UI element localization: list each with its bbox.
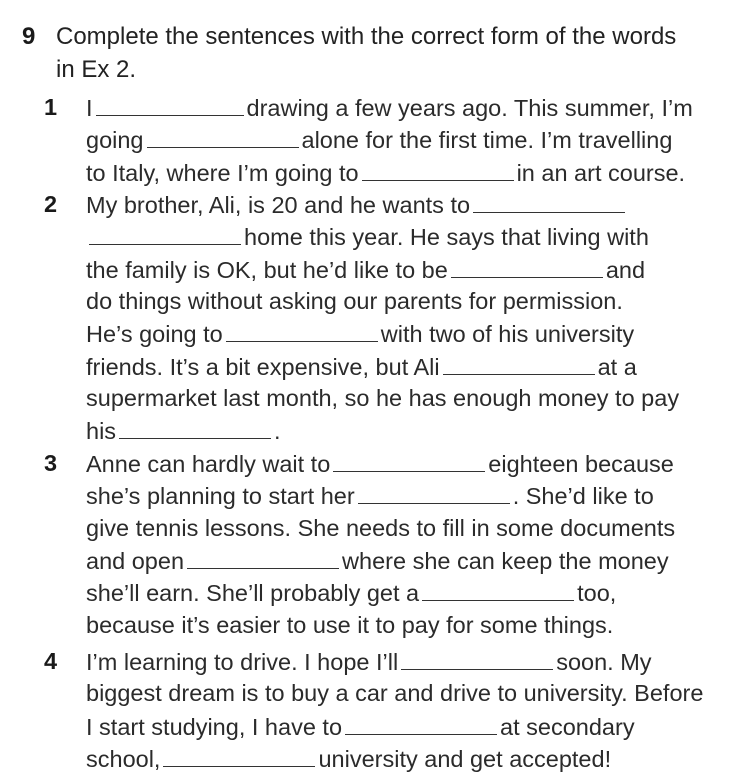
exercise-instructions [56, 20, 722, 86]
sentence-text: in an art course. [516, 159, 686, 186]
sentence-text: too, [577, 580, 617, 607]
sentence-text: . [274, 418, 281, 445]
sentence-line [86, 350, 637, 382]
sentence-line [86, 677, 703, 709]
sentence-line [86, 188, 628, 220]
answer-blank[interactable] [358, 479, 510, 504]
sentence-line [86, 645, 652, 677]
sentence-text: going [86, 127, 144, 154]
sentence-text: his [86, 418, 117, 445]
sentence-text: biggest dream is to buy a car and drive to university. Before [86, 680, 704, 707]
sentence-text: . She’d like to [512, 483, 654, 510]
sentence-text: to Italy, where I’m going to [86, 159, 359, 186]
sentence-text: she’ll earn. She’ll probably get a [86, 580, 420, 607]
sentence-text: I start studying, I have to [86, 713, 343, 740]
sentence-line [86, 710, 635, 742]
sentence-line [86, 414, 281, 446]
sentence-line [86, 123, 672, 155]
sentence-text: at secondary [500, 713, 635, 740]
sentence-line [86, 447, 674, 479]
answer-blank[interactable] [401, 645, 553, 670]
sentence-text: I’m learning to drive. I hope I’ll [86, 649, 399, 675]
sentence-text: He’s going to [86, 321, 223, 348]
sentence-text: with two of his university [380, 321, 635, 348]
sentence-text: I [86, 95, 93, 121]
instructions-line-1: Complete the sentences with the correct form of the words [56, 23, 677, 50]
sentence-line [86, 479, 654, 511]
sentence-line [86, 544, 669, 576]
answer-blank[interactable] [163, 742, 315, 767]
sentence-text: give tennis lessons. She needs to fill in some documents [86, 514, 676, 541]
sentence-text: friends. It’s a bit expensive, but Ali [86, 353, 440, 380]
sentence-text: drawing a few years ago. This summer, I’m [246, 95, 693, 121]
item-number: 1 [44, 94, 58, 120]
answer-blank[interactable] [422, 576, 574, 601]
sentence-text: soon. My [556, 649, 652, 675]
sentence-text: at a [597, 353, 637, 380]
sentence-text: she’s planning to start her [86, 483, 355, 510]
answer-blank[interactable] [333, 447, 485, 472]
sentence-text: school, [86, 745, 161, 772]
answer-blank[interactable] [443, 350, 595, 375]
sentence-text: university and get accepted! [318, 745, 612, 772]
sentence-line [86, 317, 634, 349]
sentence-line [86, 220, 649, 252]
sentence-line [86, 382, 679, 414]
answer-blank[interactable] [451, 253, 603, 278]
sentence-text: do things without asking our parents for permission. [86, 287, 623, 314]
item-number: 4 [44, 648, 58, 674]
sentence-text: alone for the first time. I’m travelling [301, 127, 673, 154]
sentence-text: My brother, Ali, is 20 and he wants to [86, 192, 471, 218]
sentence-text: where she can keep the money [342, 547, 669, 574]
sentence-text: eighteen because [488, 451, 674, 477]
sentence-text: and [605, 256, 646, 283]
item-number: 2 [44, 191, 58, 217]
sentence-text: because it’s easier to use it to pay for some things. [86, 611, 614, 638]
sentence-line [86, 253, 645, 285]
answer-blank[interactable] [96, 91, 244, 116]
sentence-line [86, 156, 685, 188]
answer-blank[interactable] [473, 188, 625, 213]
sentence-line [86, 285, 623, 317]
sentence-line [86, 742, 611, 774]
answer-blank[interactable] [119, 414, 271, 439]
answer-blank[interactable] [345, 710, 497, 735]
exercise-number: 9 [22, 23, 36, 50]
sentence-line [86, 512, 675, 544]
answer-blank[interactable] [362, 156, 514, 181]
sentence-line [86, 576, 616, 608]
sentence-text: home this year. He says that living with [244, 224, 649, 251]
sentence-line [86, 609, 613, 641]
sentence-text: Anne can hardly wait to [86, 451, 331, 477]
answer-blank[interactable] [187, 544, 339, 569]
sentence-text: the family is OK, but he’d like to be [86, 256, 448, 283]
answer-blank[interactable] [226, 317, 378, 342]
instructions-line-2: in Ex 2. [56, 56, 137, 83]
item-number: 3 [44, 450, 58, 476]
sentence-line [86, 91, 693, 123]
sentence-text: supermarket last month, so he has enough money to pay [86, 384, 680, 411]
sentence-text: and open [86, 547, 185, 574]
answer-blank[interactable] [147, 123, 299, 148]
answer-blank[interactable] [89, 220, 241, 245]
